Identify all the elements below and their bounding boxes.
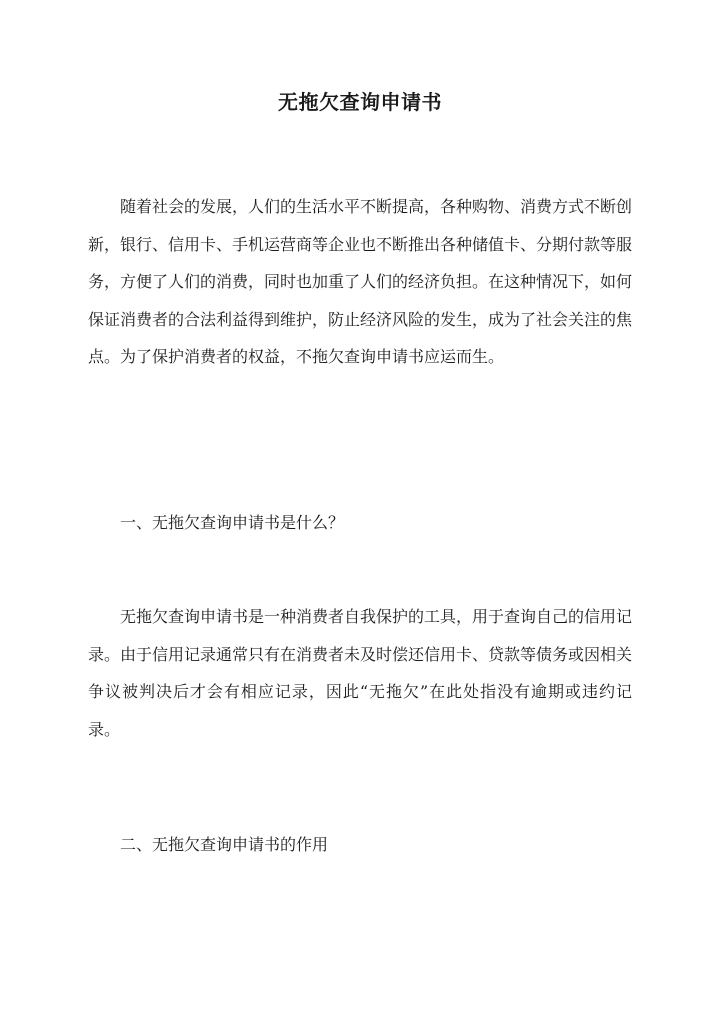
intro-paragraph: 随着社会的发展，人们的生活水平不断提高，各种购物、消费方式不断创新，银行、信用卡、手机运营商等企业也不断推出各种储值卡、分期付款等服务，方便了人们的消费，同时也加重了人们的经济负担。在这种情况下，如何保证消费者的合法利益得到维护，防止经济风险的发生，成为了社会关注的焦点。为了保护消费者的权益，不拖欠查询申请书应运而生。	[88, 197, 633, 366]
document-title: 无拖欠查询申请书	[278, 90, 442, 114]
section-heading-2: 二、无拖欠查询申请书的作用	[120, 835, 329, 854]
section-heading-1: 一、无拖欠查询申请书是什么？	[120, 513, 345, 532]
definition-paragraph: 无拖欠查询申请书是一种消费者自我保护的工具，用于查询自己的信用记录。由于信用记录通常只有在消费者未及时偿还信用卡、贷款等债务或因相关争议被判决后才会有相应记录，因此“无拖欠”在此处指没有逾期或违约记录。	[88, 607, 633, 739]
